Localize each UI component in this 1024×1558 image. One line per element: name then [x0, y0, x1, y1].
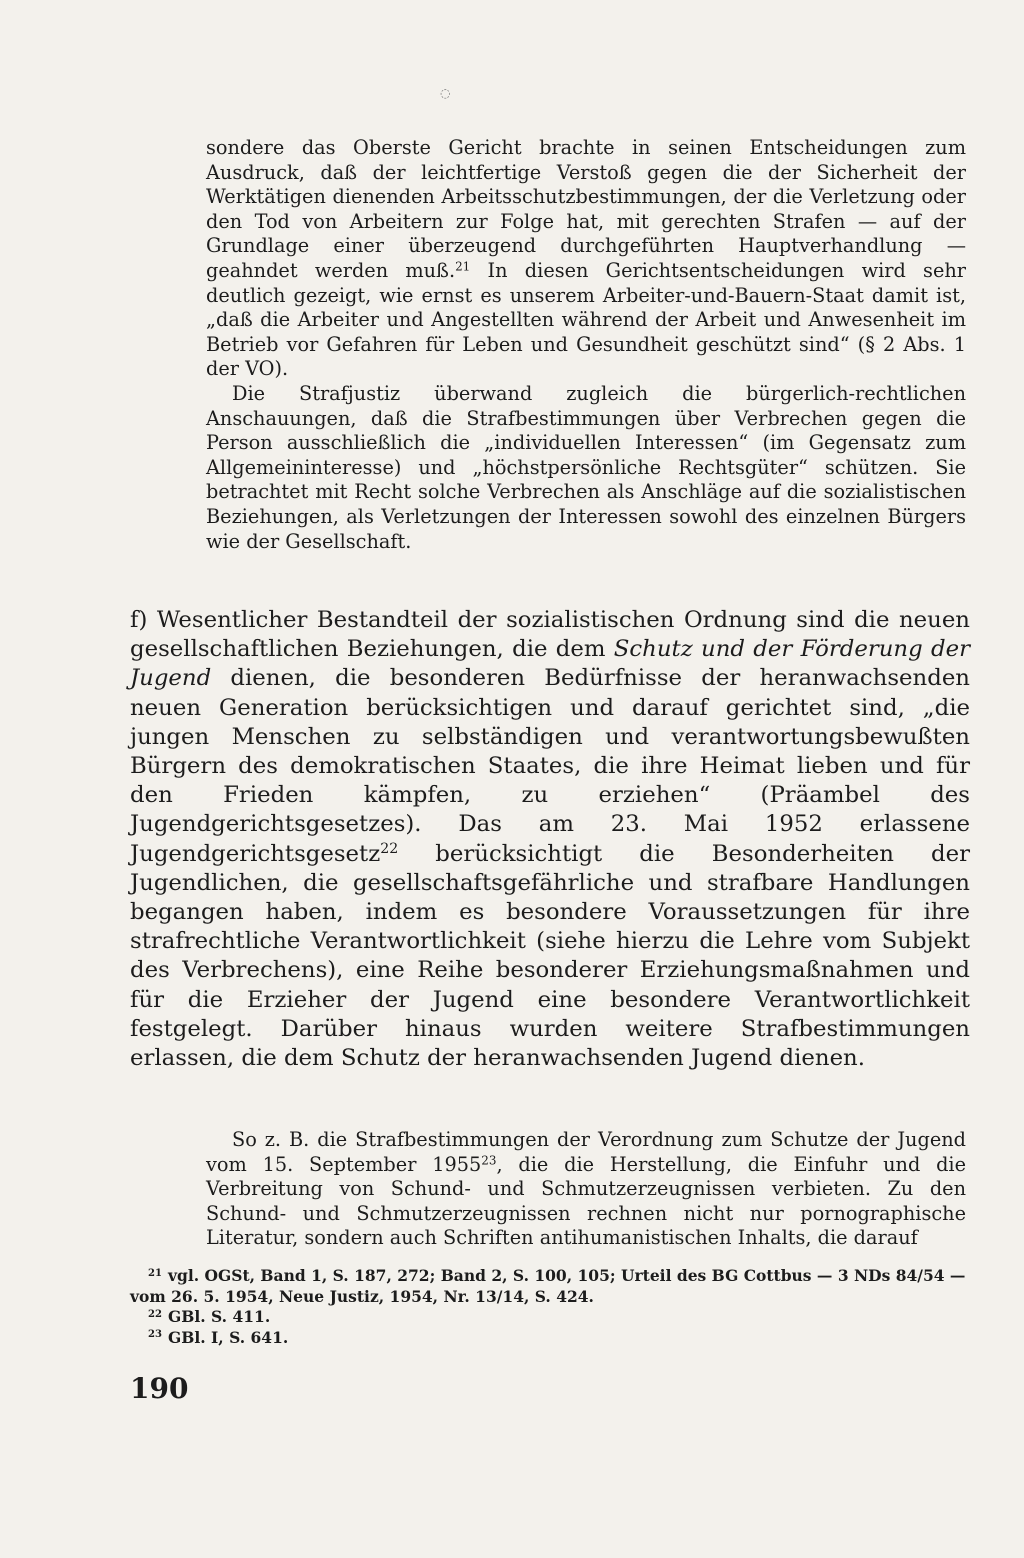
paragraph-occupational-safety: sondere das Oberste Gericht brachte in seinen Entscheidungen zum Ausdruck, daß der leichtfertige Verstoß gegen die der Sicherheit der Werktätigen dienenden Arbeitsschutzbestimmungen, der die Verletzung oder den Tod von Arbeitern zur Folge hat, mit gerechten Strafen — auf der Grundlage einer überzeugend durchgeführten Hauptverhandlung — geahndet werden muß.$^{21}$ In diesen Gerichtsentscheidungen wird sehr deutlich gezeigt, wie ernst es unserem Arbeiter-und-Bauern-Staat damit ist, „daß die Arbeiter und Angestellten während der Arbeit und Anwesenheit im Betrieb vor Gefahren für Leben und Gesundheit geschützt sind“ (§ 2 Abs. 1 der VO). — [206, 136, 966, 381]
footnote-ref-23: 23 — [481, 1153, 497, 1168]
footnote-ref-21: 21 — [455, 259, 471, 274]
paragraph-criminal-justice: Die Strafjustiz überwand zugleich die bürgerlich-rechtlichen Anschauungen, daß die Strafbestimmungen über Verbrechen gegen die Person ausschließlich die „individuellen Interessen“ (im Gegensatz zum Allgemeininteresse) und „höchstpersönliche Rechtsgüter“ schützen. Sie betrachtet mit Recht solche Verbrechen als Anschläge auf die sozialistischen Beziehungen, als Verletzungen der Interessen sowohl des einzelnen Bürgers wie der Gesellschaft. — [206, 381, 966, 553]
footnote-21: $^{21}$ vgl. OGSt, Band 1, S. 187, 272; Band 2, S. 100, 105; Urteil des BG Cottbus — 3 NDs 84/54 — vom 26. 5. 1954, Neue Justiz, 1954, Nr. 13/14, S. 424. — [130, 1266, 966, 1306]
footnote-22: $^{22}$ GBl. S. 411. — [148, 1307, 271, 1326]
paragraph-example-ordinance: So z. B. die Strafbestimmungen der Verordnung zum Schutze der Jugend vom 15. September 1955$^{23}$, die die Herstellung, die Einfuhr und die Verbreitung von Schund- und Schmutzerzeugnissen verbieten. Zu den Schund- und Schmutzerzeugnissen rechnen nicht nur pornographische Literatur, sondern auch Schriften antihumanistischen Inhalts, die darauf — [206, 1128, 967, 1250]
footnote-ref-22: 22 — [380, 840, 399, 857]
footnotes — [130, 1266, 970, 1348]
text-block-youth-protection — [130, 606, 970, 1073]
text-block-example — [206, 1128, 966, 1251]
emphasis-youth: Schutz und der Förderung der Jugend — [130, 636, 970, 692]
print-speck: ◌ — [440, 86, 451, 100]
text-block-continuation — [206, 136, 966, 554]
footnote-23: $^{23}$ GBl. I, S. 641. — [148, 1327, 289, 1347]
page-number: 190 — [130, 1372, 189, 1405]
paragraph-f-youth: f) Wesentlicher Bestandteil der sozialistischen Ordnung sind die neuen gesellschaftlichen Beziehungen, die dem Schutz und der Förderung der Jugend dienen, die besonderen Bedürfnisse der heranwachsenden neuen Generation berücksichtigen und darauf gerichtet sind, „die jungen Menschen zu selbständigen und verantwortungsbewußten Bürgern des demokratischen Staates, die ihre Heimat lieben und für den Frieden kämpfen, zu erziehen“ (Präambel des Jugendgerichtsgesetzes). Das am 23. Mai 1952 erlassene Jugendgerichtsgesetz$^{22}$ berücksichtigt die Besonderheiten der Jugendlichen, die gesellschaftsgefährliche und strafbare Handlungen begangen haben, indem es besondere Voraussetzungen für ihre strafrechtliche Verantwortlichkeit (siehe hierzu die Lehre vom Subjekt des Verbrechens), eine Reihe besonderer Erziehungsmaßnahmen und für die Erzieher der Jugend eine besondere Verantwortlichkeit festgelegt. Darüber hinaus wurden weitere Strafbestimmungen erlassen, die dem Schutz der heranwachsenden Jugend dienen. — [130, 607, 970, 1072]
